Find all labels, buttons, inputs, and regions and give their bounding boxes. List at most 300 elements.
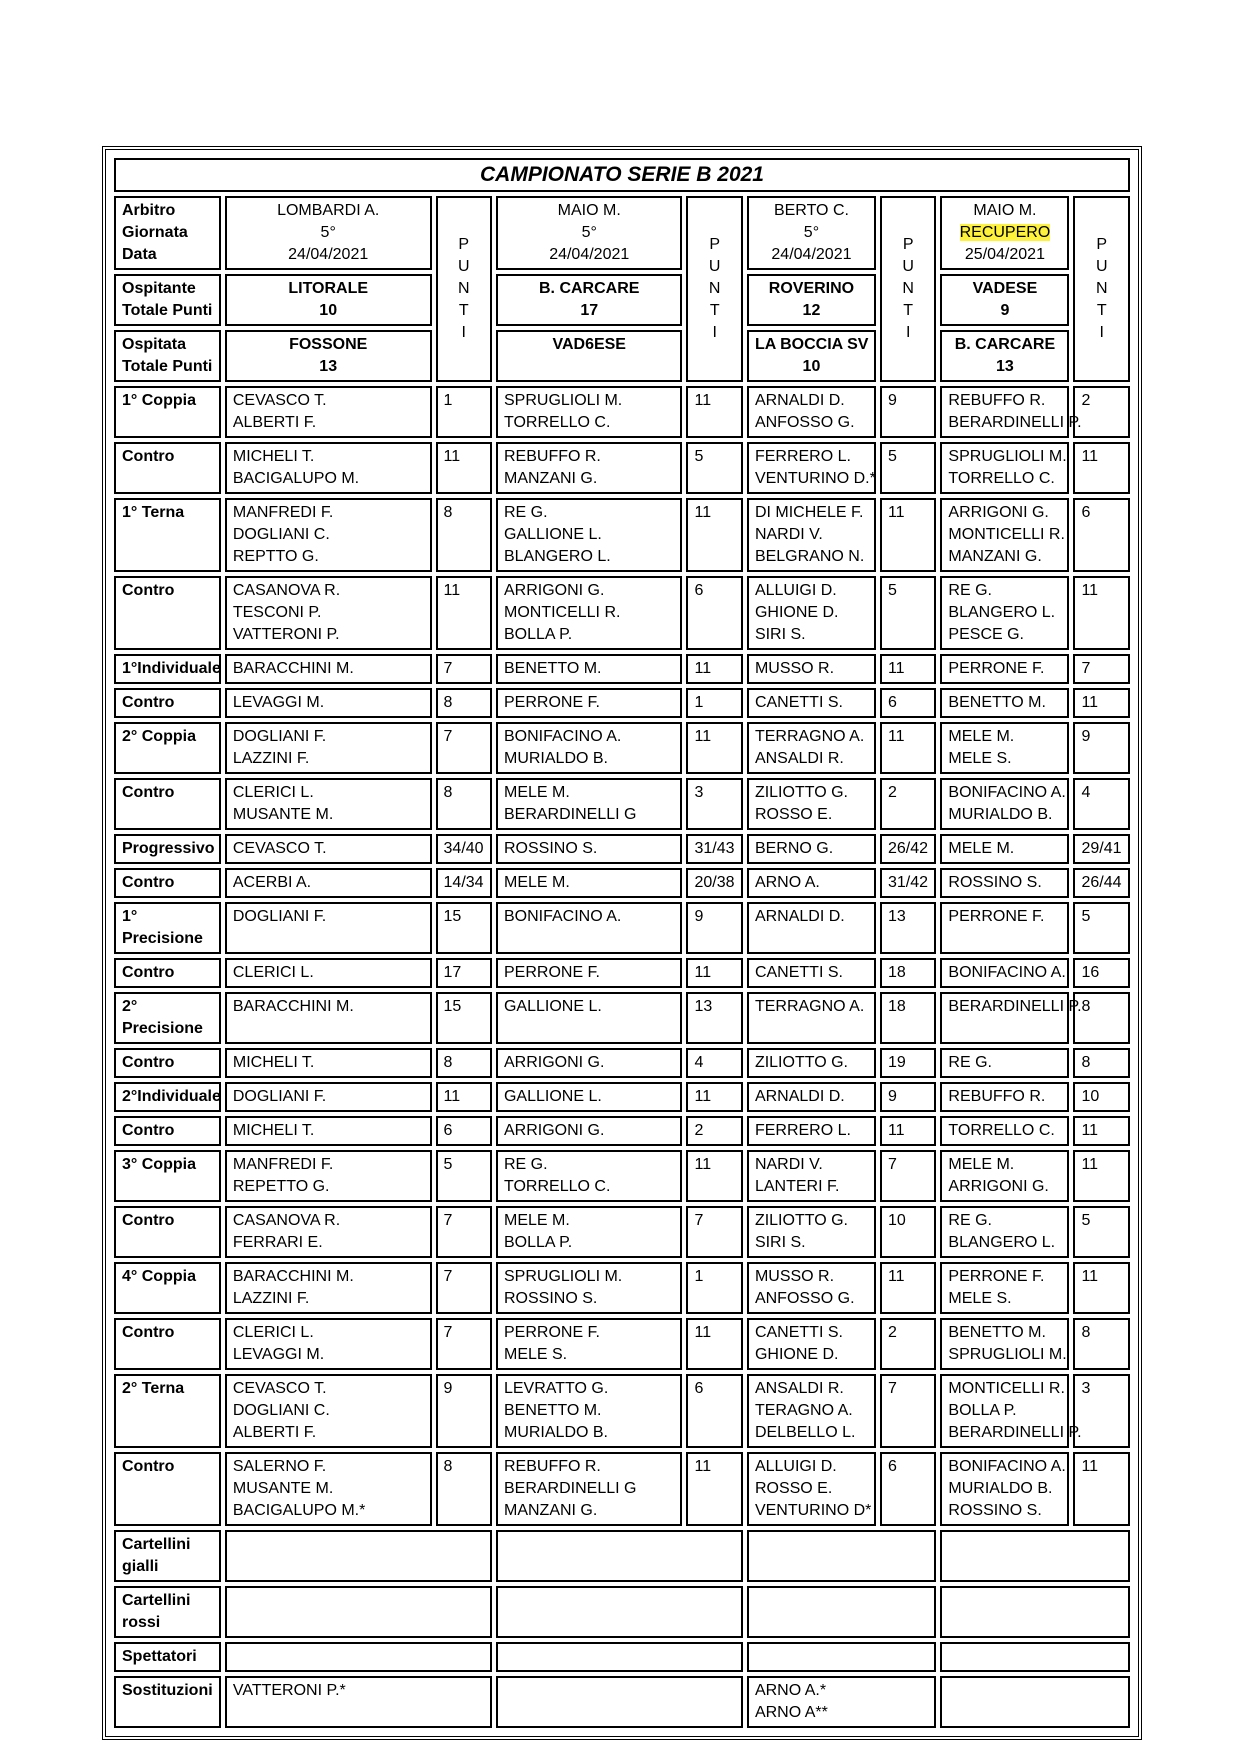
players-cell (940, 1452, 1069, 1526)
player-name: REBUFFO R. (503, 1458, 601, 1475)
players-cell (225, 1082, 432, 1112)
game-row (114, 992, 1130, 1044)
match-date: 24/04/2021 (771, 246, 852, 263)
players-cell (496, 1048, 683, 1078)
player-name: SALERNO F. (232, 1458, 327, 1475)
referee: LOMBARDI A. (277, 202, 380, 219)
matchday-value: 5° (581, 224, 597, 241)
match-0-ospitante (225, 274, 432, 326)
players-cell (747, 576, 876, 650)
points-cell: 11 (1073, 442, 1130, 494)
points-cell: 7 (436, 722, 492, 774)
referee: MAIO M. (973, 202, 1037, 219)
player-name: SPRUGLIOLI M. (948, 1346, 1067, 1363)
team-name: B. CARCARE (954, 336, 1056, 353)
points-cell: 4 (686, 1048, 742, 1078)
player-name: PERRONE F. (503, 1324, 600, 1341)
footer-entry: ARNO A.* (754, 1682, 827, 1699)
footer-entry: ARNO A** (754, 1704, 828, 1721)
matchday (948, 222, 1061, 244)
points-cell: 5 (1073, 902, 1130, 954)
player-name: GALLIONE L. (503, 998, 602, 1015)
player-name: BELGRANO N. (754, 548, 865, 565)
points-cell: 31/43 (686, 834, 742, 864)
players-cell (940, 722, 1069, 774)
team-total (504, 356, 675, 378)
points-cell: 11 (686, 386, 742, 438)
players-cell (225, 958, 432, 988)
points-cell: 17 (436, 958, 492, 988)
player-name: CLERICI L. (232, 1324, 314, 1341)
points-cell: 6 (686, 576, 742, 650)
points-cell: 8 (436, 498, 492, 572)
points-cell: 7 (880, 1374, 936, 1448)
game-row (114, 1082, 1130, 1112)
player-name: MUSSO R. (754, 660, 835, 677)
punti-letter: T (903, 302, 914, 319)
player-name: ARNALDI D. (754, 1088, 845, 1105)
player-name: MICHELI T. (232, 1122, 315, 1139)
team-label: Ospitata (122, 336, 187, 353)
player-name: BENETTO M. (503, 1402, 602, 1419)
player-name: CLERICI L. (232, 784, 314, 801)
match-2-ospitata (747, 330, 876, 382)
player-name: BARACCHINI M. (232, 1268, 354, 1285)
points-cell: 1 (436, 386, 492, 438)
punti-letter: I (712, 324, 717, 341)
players-cell (940, 902, 1069, 954)
player-name: PERRONE F. (503, 964, 600, 981)
footer-value (747, 1676, 936, 1728)
players-cell (225, 1374, 432, 1448)
player-name: MICHELI T. (232, 1054, 315, 1071)
player-name: MONTICELLI R. (948, 526, 1065, 543)
header-labels (114, 196, 221, 270)
player-name: RE G. (948, 582, 992, 599)
points-cell: 6 (1073, 498, 1130, 572)
points-cell: 2 (880, 1318, 936, 1370)
player-name: ANFOSSO G. (754, 1290, 855, 1307)
player-name: BENETTO M. (948, 1324, 1046, 1341)
player-name: BOLLA P. (948, 1402, 1017, 1419)
footer-label: Cartellini gialli (114, 1530, 221, 1582)
players-cell (225, 1262, 432, 1314)
points-cell: 10 (1073, 1082, 1130, 1112)
player-name: CANETTI S. (754, 1324, 843, 1341)
player-name: REBUFFO R. (948, 392, 1046, 409)
player-name: MONTICELLI R. (503, 604, 621, 621)
points-cell: 8 (436, 1452, 492, 1526)
game-row (114, 722, 1130, 774)
players-cell (747, 386, 876, 438)
label-ospitante (114, 274, 221, 326)
punti-letter: T (458, 302, 469, 319)
player-name: DOGLIANI F. (232, 728, 327, 745)
match-date: 25/04/2021 (964, 246, 1045, 263)
player-name: LEVAGGI M. (232, 694, 325, 711)
footer-value (747, 1586, 936, 1638)
points-cell: 11 (686, 1150, 742, 1202)
players-cell (225, 1116, 432, 1146)
player-name: BLANGERO L. (948, 604, 1056, 621)
player-name: TORRELLO C. (503, 1178, 611, 1195)
points-cell: 9 (880, 386, 936, 438)
player-name: ARRIGONI G. (503, 582, 605, 599)
game-row (114, 576, 1130, 650)
points-cell: 18 (880, 958, 936, 988)
label-giornata: Giornata (122, 224, 188, 241)
player-name: ALLUIGI D. (754, 582, 837, 599)
players-cell (225, 1452, 432, 1526)
player-name: NARDI V. (754, 1156, 823, 1173)
player-name: CASANOVA R. (232, 582, 341, 599)
player-name: BONIFACINO A. (503, 908, 622, 925)
player-name: MELE S. (503, 1346, 568, 1363)
punti-letter: I (1099, 324, 1104, 341)
matchday (504, 222, 675, 244)
points-cell: 8 (1073, 1048, 1130, 1078)
players-cell (747, 654, 876, 684)
match-1-ospitata (496, 330, 683, 382)
game-label: Contro (114, 576, 221, 650)
players-cell (225, 778, 432, 830)
punti-letter: I (461, 324, 466, 341)
footer-value (940, 1586, 1130, 1638)
player-name: MELE S. (948, 1290, 1012, 1307)
player-name: TERRAGNO A. (754, 728, 865, 745)
players-cell (496, 576, 683, 650)
game-row (114, 1318, 1130, 1370)
points-cell: 7 (436, 1262, 492, 1314)
game-row (114, 1452, 1130, 1526)
players-cell (940, 778, 1069, 830)
matchday-value: 5° (320, 224, 336, 241)
team-total: 13 (319, 358, 338, 375)
footer-value (940, 1530, 1130, 1582)
player-name: DOGLIANI F. (232, 1088, 327, 1105)
points-cell: 2 (880, 778, 936, 830)
game-label: 1° Precisione (114, 902, 221, 954)
player-name: BERARDINELLI G (503, 1480, 637, 1497)
player-name: ANFOSSO G. (754, 414, 855, 431)
player-name: BACIGALUPO M.* (232, 1502, 366, 1519)
player-name: ZILIOTTO G. (754, 1054, 848, 1071)
player-name: REBUFFO R. (503, 448, 601, 465)
team-total: 9 (1000, 302, 1010, 319)
players-cell (747, 1262, 876, 1314)
player-name: ALBERTI F. (232, 1424, 317, 1441)
player-name: TERAGNO A. (754, 1402, 853, 1419)
player-name: PERRONE F. (948, 660, 1045, 677)
points-cell: 18 (880, 992, 936, 1044)
players-cell (940, 1206, 1069, 1258)
players-cell (225, 1206, 432, 1258)
points-cell: 11 (1073, 1116, 1130, 1146)
players-cell (496, 958, 683, 988)
player-name: MELE M. (948, 728, 1015, 745)
player-name: MONTICELLI R. (948, 1380, 1065, 1397)
points-cell: 5 (436, 1150, 492, 1202)
player-name: TORRELLO C. (503, 414, 611, 431)
matchday-value: RECUPERO (959, 224, 1051, 241)
points-cell: 15 (436, 902, 492, 954)
game-row (114, 1374, 1130, 1448)
players-cell (496, 1452, 683, 1526)
game-row (114, 958, 1130, 988)
points-cell: 8 (436, 688, 492, 718)
points-cell: 7 (436, 654, 492, 684)
team-total: 17 (580, 302, 599, 319)
game-label: 1° Terna (114, 498, 221, 572)
player-name: ACERBI A. (232, 874, 312, 891)
game-label: 2° Terna (114, 1374, 221, 1448)
game-label: 2° Coppia (114, 722, 221, 774)
points-cell: 5 (1073, 1206, 1130, 1258)
player-name: ANSALDI R. (754, 750, 844, 767)
match-3-info (940, 196, 1069, 270)
player-name: TORRELLO C. (948, 1122, 1055, 1139)
player-name: MANFREDI F. (232, 504, 334, 521)
match-1-info (496, 196, 683, 270)
player-name: BONIFACINO A. (503, 728, 622, 745)
game-label: Contro (114, 442, 221, 494)
players-cell (225, 834, 432, 864)
players-cell (940, 1082, 1069, 1112)
player-name: BACIGALUPO M. (232, 470, 360, 487)
players-cell (747, 722, 876, 774)
matchday (755, 222, 868, 244)
player-name: MICHELI T. (232, 448, 315, 465)
player-name: BLANGERO L. (948, 1234, 1056, 1251)
team-name: VAD6ESE (552, 336, 626, 353)
points-cell: 6 (880, 688, 936, 718)
game-row (114, 834, 1130, 864)
player-name: RE G. (948, 1212, 992, 1229)
footer-row (114, 1676, 1130, 1728)
player-name: TERRAGNO A. (754, 998, 865, 1015)
player-name: ROSSINO S. (948, 1502, 1042, 1519)
total-label: Totale Punti (122, 358, 213, 375)
players-cell (747, 958, 876, 988)
points-cell: 11 (686, 654, 742, 684)
points-cell: 9 (436, 1374, 492, 1448)
points-cell: 6 (436, 1116, 492, 1146)
team-name: LA BOCCIA SV (754, 336, 869, 353)
game-label: 4° Coppia (114, 1262, 221, 1314)
players-cell (747, 1452, 876, 1526)
player-name: BONIFACINO A. (948, 1458, 1066, 1475)
points-cell: 29/41 (1073, 834, 1130, 864)
points-cell: 11 (880, 1262, 936, 1314)
player-name: ARRIGONI G. (948, 504, 1049, 521)
players-cell (940, 386, 1082, 438)
player-name: PESCE G. (948, 626, 1024, 643)
points-cell: 7 (436, 1318, 492, 1370)
footer-value (496, 1676, 743, 1728)
points-cell: 11 (1073, 688, 1130, 718)
game-label: Contro (114, 868, 221, 898)
players-cell (225, 386, 432, 438)
players-cell (747, 688, 876, 718)
player-name: MUSANTE M. (232, 1480, 334, 1497)
players-cell (747, 834, 876, 864)
label-ospitata (114, 330, 221, 382)
players-cell (225, 442, 432, 494)
points-cell: 13 (686, 992, 742, 1044)
player-name: VATTERONI P. (232, 626, 340, 643)
points-cell: 14/34 (436, 868, 492, 898)
player-name: GALLIONE L. (503, 526, 602, 543)
player-name: VENTURINO D* (754, 1502, 872, 1519)
players-cell (940, 1374, 1082, 1448)
punti-letter: U (708, 258, 721, 275)
points-cell: 19 (880, 1048, 936, 1078)
footer-value (747, 1642, 936, 1672)
player-name: ANSALDI R. (754, 1380, 844, 1397)
punti-letter: N (1095, 280, 1108, 297)
player-name: PERRONE F. (948, 908, 1045, 925)
player-name: CANETTI S. (754, 694, 843, 711)
points-cell: 11 (436, 442, 492, 494)
points-cell: 11 (1073, 1262, 1130, 1314)
player-name: CEVASCO T. (232, 840, 327, 857)
players-cell (940, 498, 1069, 572)
points-cell: 26/42 (880, 834, 936, 864)
players-cell (225, 1048, 432, 1078)
player-name: SPRUGLIOLI M. (503, 1268, 623, 1285)
punti-letter: P (1096, 236, 1108, 253)
players-cell (940, 1318, 1069, 1370)
player-name: ROSSO E. (754, 806, 833, 823)
players-cell (940, 576, 1069, 650)
footer-value (747, 1530, 936, 1582)
points-cell: 20/38 (686, 868, 742, 898)
player-name: ARRIGONI G. (503, 1054, 605, 1071)
player-name: MELE M. (503, 1212, 570, 1229)
players-cell (225, 1150, 432, 1202)
game-row (114, 1150, 1130, 1202)
points-cell: 8 (1073, 1318, 1130, 1370)
players-cell (496, 1262, 683, 1314)
team-total: 13 (996, 358, 1014, 375)
points-cell: 11 (686, 1452, 742, 1526)
players-cell (225, 722, 432, 774)
game-row (114, 386, 1130, 438)
punti-letter: P (902, 236, 914, 253)
game-label: Progressivo (114, 834, 221, 864)
game-row (114, 442, 1130, 494)
players-cell (496, 386, 683, 438)
footer-entry: VATTERONI P.* (232, 1682, 346, 1699)
players-cell (496, 834, 683, 864)
footer-value (225, 1530, 492, 1582)
points-cell: 1 (686, 1262, 742, 1314)
player-name: MURIALDO B. (948, 1480, 1053, 1497)
player-name: BERNO G. (754, 840, 834, 857)
players-cell (747, 1318, 876, 1370)
player-name: BOLLA P. (503, 626, 573, 643)
game-label: Contro (114, 1048, 221, 1078)
players-cell (496, 498, 683, 572)
footer-value (940, 1642, 1130, 1672)
player-name: MANFREDI F. (232, 1156, 334, 1173)
player-name: BLANGERO L. (503, 548, 611, 565)
points-cell: 7 (436, 1206, 492, 1258)
players-cell (940, 1262, 1069, 1314)
player-name: ROSSINO S. (503, 1290, 598, 1307)
player-name: NARDI V. (754, 526, 823, 543)
points-cell: 5 (686, 442, 742, 494)
player-name: LEVAGGI M. (232, 1346, 325, 1363)
player-name: CASANOVA R. (232, 1212, 341, 1229)
players-cell (496, 442, 683, 494)
game-row (114, 902, 1130, 954)
players-cell (940, 654, 1069, 684)
footer-row (114, 1586, 1130, 1638)
punti-letter: I (905, 324, 911, 341)
player-name: LAZZINI F. (232, 1290, 310, 1307)
player-name: DELBELLO L. (754, 1424, 856, 1441)
player-name: LEVRATTO G. (503, 1380, 609, 1397)
players-cell (747, 1374, 876, 1448)
player-name: DI MICHELE F. (754, 504, 864, 521)
punti-letter: N (902, 280, 914, 297)
points-cell: 6 (880, 1452, 936, 1526)
player-name: DOGLIANI C. (232, 526, 330, 543)
punti-header-1 (686, 196, 742, 382)
player-name: BERARDINELLI G (503, 806, 637, 823)
players-cell (225, 992, 432, 1044)
game-row (114, 868, 1130, 898)
game-row (114, 1048, 1130, 1078)
total-label: Totale Punti (122, 302, 213, 319)
game-row (114, 1262, 1130, 1314)
points-cell: 31/42 (880, 868, 936, 898)
players-cell (496, 1206, 683, 1258)
punti-header-3 (1073, 196, 1130, 382)
match-date: 24/04/2021 (288, 246, 369, 263)
punti-letter: T (709, 302, 720, 319)
points-cell: 3 (1073, 1374, 1130, 1448)
points-cell: 10 (880, 1206, 936, 1258)
player-name: MANZANI G. (948, 548, 1042, 565)
points-cell: 11 (880, 654, 936, 684)
points-cell: 9 (686, 902, 742, 954)
player-name: PERRONE F. (948, 1268, 1045, 1285)
team-name: LITORALE (288, 280, 369, 297)
players-cell (747, 1082, 876, 1112)
players-cell (747, 1116, 876, 1146)
points-cell: 11 (1073, 1452, 1130, 1526)
match-date: 24/04/2021 (549, 246, 630, 263)
points-cell: 11 (686, 722, 742, 774)
player-name: SPRUGLIOLI M. (948, 448, 1067, 465)
players-cell (225, 654, 432, 684)
punti-letter: N (457, 280, 470, 297)
points-cell: 7 (1073, 654, 1130, 684)
matchday (233, 222, 424, 244)
page-title: CAMPIONATO SERIE B 2021 (114, 158, 1130, 192)
points-cell: 11 (880, 498, 936, 572)
players-cell (747, 1048, 876, 1078)
player-name: BOLLA P. (503, 1234, 573, 1251)
matchday-value: 5° (803, 224, 820, 241)
player-name: LANTERI F. (754, 1178, 840, 1195)
points-cell: 11 (686, 1318, 742, 1370)
player-name: BARACCHINI M. (232, 998, 354, 1015)
player-name: PERRONE F. (503, 694, 600, 711)
player-name: ARNALDI D. (754, 908, 845, 925)
